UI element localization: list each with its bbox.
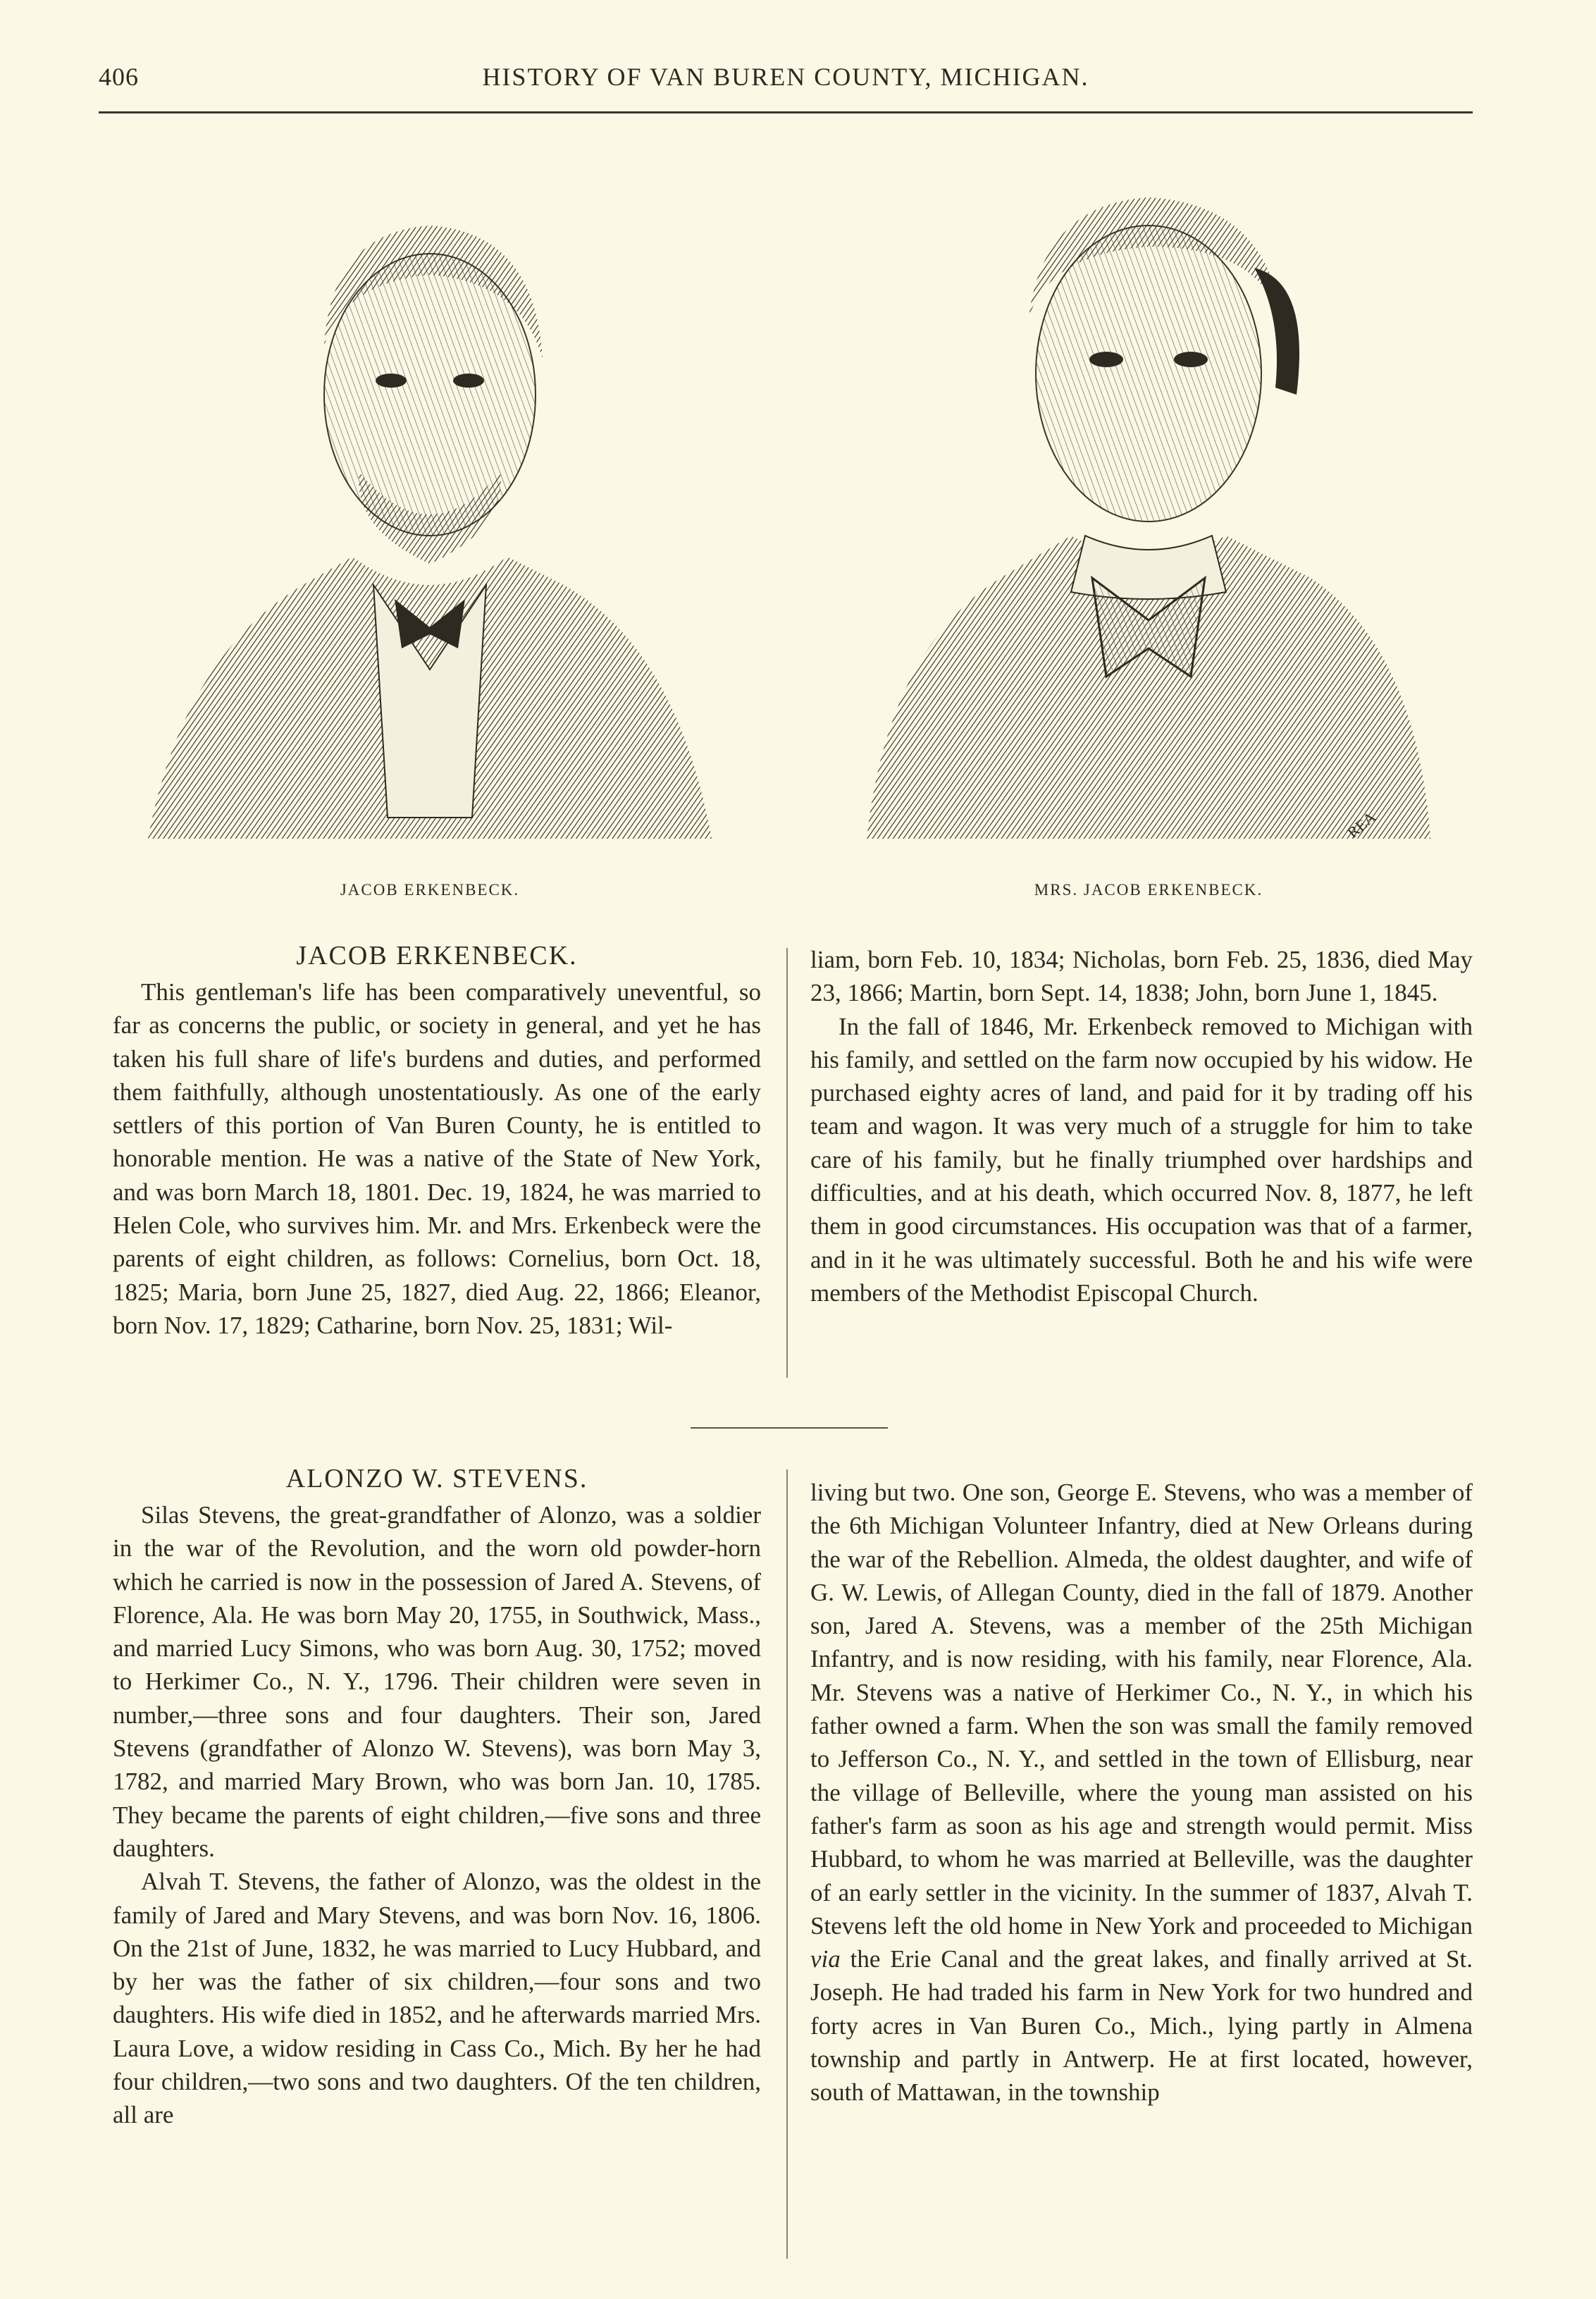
article2-right-column <box>810 1476 1473 2109</box>
column-divider <box>786 948 788 1378</box>
article1-continuation: liam, born Feb. 10, 1834; Nicholas, born Feb. 25, 1836, died May 23, 1866; Martin, born Sept. 14, 1838; John, born June 1, 1845. <box>810 946 1473 1007</box>
article2-continuation <box>810 1476 1473 2109</box>
column-divider <box>786 1469 788 2259</box>
article2-paragraph: Alvah T. Stevens, the father of Alonzo, was the oldest in the family of Jared and Mary Stevens, and was born Nov. 16, 1806. On the 21st of June, 1832, he was married to Lucy Hubbard, and by her was the father of six children,—four sons and two daughters. His wife died in 1852, and he afterwards married Mrs. Laura Love, a widow residing in Cass Co., Mich. By her he had four children,—two sons and two daughters. Of the ten children, all are <box>113 1868 761 2129</box>
article1-paragraph: This gentleman's life has been comparatively uneventful, so far as concerns the public, or society in general, and yet he has taken his full share of life's burdens and duties, and performed them faithfully, although unostentatiously. As one of the early settlers of this portion of Van Buren County, he is entitled to honorable mention. He was a native of the State of New York, and was born March 18, 1801. Dec. 19, 1824, he was married to Helen Cole, who survives him. Mr. and Mrs. Erkenbeck were the parents of eight children, as follows: Cornelius, born Oct. 18, 1825; Maria, born June 25, 1827, died Aug. 22, 1866; Eleanor, born Nov. 17, 1829; Catharine, born Nov. 25, 1831; Wil- <box>113 978 761 1339</box>
header-rule <box>99 111 1473 113</box>
portrait-jacob-erkenbeck <box>141 162 719 853</box>
caption-jacob-erkenbeck: JACOB ERKENBECK. <box>340 881 520 899</box>
article1-right-column <box>810 943 1473 1309</box>
engraver-mark: REA <box>1344 808 1379 842</box>
caption-mrs-jacob-erkenbeck: MRS. JACOB ERKENBECK. <box>1034 881 1263 899</box>
running-title: HISTORY OF VAN BUREN COUNTY, MICHIGAN. <box>482 63 1089 91</box>
portrait-mrs-jacob-erkenbeck <box>860 141 1437 853</box>
page-number: 406 <box>99 63 139 91</box>
section-divider <box>691 1427 888 1429</box>
article1-left-column <box>113 936 761 1342</box>
running-header <box>99 62 1473 104</box>
article2-heading: ALONZO W. STEVENS. <box>285 1464 588 1493</box>
continuation-text: living but two. One son, George E. Stevens, who was a member of the 6th Michigan Volunteer Infantry, died at New Orleans during the war of the Rebellion. Almeda, the oldest daughter, and wife of G. W. Lewis, of Allegan County, died in the fall of 1879. Another son, Jared A. Stevens, was a member of the 25th Michigan Infantry, and is now residing, with his family, near Florence, Ala. Mr. Stevens was a native of Herkimer Co., N. Y., in which his father owned a farm. When the son was small the family removed to Jefferson Co., N. Y., and settled in the town of Ellisburg, near the village of Belleville, where the young man assisted on his father's farm as soon as his age and strength would permit. Miss Hubbard, to whom he was married at Belleville, was the daughter of an early settler in the vicinity. In the summer of 1837, Alvah T. Stevens left the old home in New York and proceeded to Michigan <box>810 1479 1473 1940</box>
article1-heading: JACOB ERKENBECK. <box>296 941 578 970</box>
via-italic: via <box>810 1945 841 1973</box>
article2-left-column <box>113 1459 761 2132</box>
continuation-text: the Erie Canal and the great lakes, and finally arrived at St. Joseph. He had traded his farm in New York for two hundred and forty acres in Van Buren Co., Mich., lying partly in Almena township and partly in Antwerp. He at first located, however, south of Mattawan, in the township <box>810 1945 1473 2107</box>
article2-paragraph: Silas Stevens, the great-grandfather of Alonzo, was a soldier in the war of the Revolution, and the worn old powder-horn which he carried is now in the possession of Jared A. Stevens, of Florence, Ala. He was born May 20, 1755, in Southwick, Mass., and married Lucy Simons, who was born Aug. 30, 1752; moved to Herkimer Co., N. Y., 1796. Their children were seven in number,—three sons and four daughters. Their son, Jared Stevens (grandfather of Alonzo W. Stevens), was born May 3, 1782, and married Mary Brown, who was born Jan. 10, 1785. They became the parents of eight children,—five sons and three daughters. <box>113 1501 761 1862</box>
article1-paragraph: In the fall of 1846, Mr. Erkenbeck removed to Michigan with his family, and settled on the farm now occupied by his widow. He purchased eighty acres of land, and paid for it by trading off his team and wagon. It was very much of a struggle for him to take care of his family, but he finally triumphed over hardships and difficulties, and at his death, which occurred Nov. 8, 1877, he left them in good circumstances. His occupation was that of a farmer, and in it he was ultimately successful. Both he and his wife were members of the Methodist Episcopal Church. <box>810 1012 1473 1307</box>
